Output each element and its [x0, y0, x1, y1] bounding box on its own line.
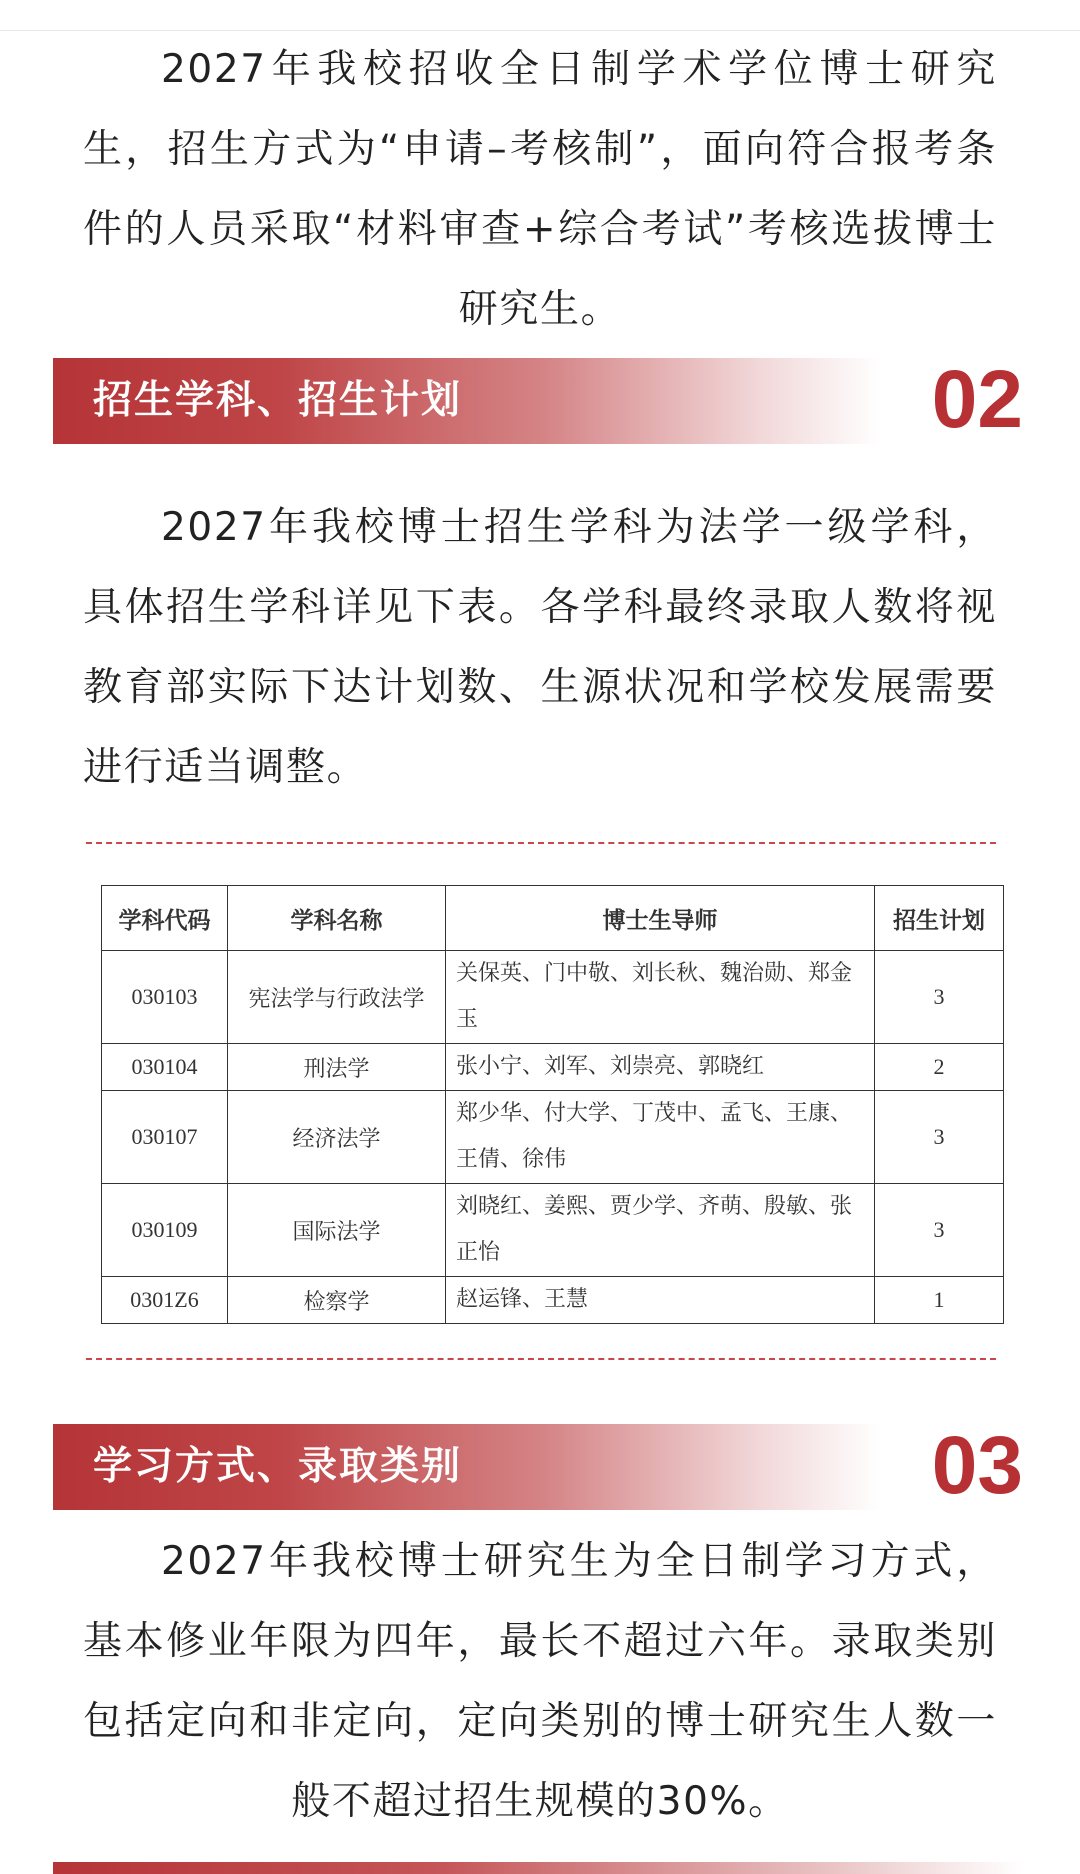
- cell-code: 0301Z6: [102, 1277, 228, 1324]
- table-header-row: [102, 886, 1004, 951]
- header-plan: 招生计划: [875, 886, 1004, 951]
- cell-name: 宪法学与行政法学: [228, 951, 446, 1044]
- enrollment-table: [101, 885, 1004, 1324]
- section-banner-enrollment-plan: [53, 354, 1023, 445]
- table-row: [102, 1044, 1004, 1091]
- cell-name: 检察学: [228, 1277, 446, 1324]
- cell-code: 030107: [102, 1091, 228, 1184]
- cell-advisors: 关保英、门中敬、刘长秋、魏治勋、郑金玉: [446, 951, 875, 1044]
- cell-advisors: 张小宁、刘军、刘崇亮、郭晓红: [446, 1044, 875, 1091]
- cell-code: 030103: [102, 951, 228, 1044]
- dashed-divider: [86, 1358, 996, 1360]
- cell-name: 刑法学: [228, 1044, 446, 1091]
- cell-advisors: 刘晓红、姜熙、贾少学、齐萌、殷敏、张正怡: [446, 1184, 875, 1277]
- section-title: 招生学科、招生计划: [93, 378, 463, 423]
- table-row: [102, 1277, 1004, 1324]
- cell-plan: 3: [875, 1184, 1004, 1277]
- cell-name: 经济法学: [228, 1091, 446, 1184]
- cell-plan: 1: [875, 1277, 1004, 1324]
- cell-advisors: 赵运锋、王慧: [446, 1277, 875, 1324]
- table-row: [102, 1091, 1004, 1184]
- cell-name: 国际法学: [228, 1184, 446, 1277]
- cell-code: 030109: [102, 1184, 228, 1277]
- dashed-divider: [86, 842, 996, 844]
- section-number: 03: [931, 1420, 1023, 1511]
- section-banner-study-mode: [53, 1420, 1023, 1511]
- section-title: 学习方式、录取类别: [93, 1444, 463, 1489]
- subjects-paragraph: 2027年我校博士招生学科为法学一级学科，具体招生学科详见下表。各学科最终录取人数将视教育部实际下达计划数、生源状况和学校发展需要进行适当调整。: [83, 505, 997, 790]
- header-advisors: 博士生导师: [446, 886, 875, 951]
- header-subject-name: 学科名称: [228, 886, 446, 951]
- cell-plan: 3: [875, 1091, 1004, 1184]
- table-row: [102, 1184, 1004, 1277]
- enrollment-table-container: [101, 885, 1004, 1324]
- intro-paragraph: 2027年我校招收全日制学术学位博士研究生，招生方式为“申请–考核制”，面向符合报考条件的人员采取“材料审查+综合考试”考核选拔博士研究生。: [83, 47, 997, 332]
- cell-plan: 3: [875, 951, 1004, 1044]
- next-section-banner-edge: [53, 1862, 1023, 1874]
- table-row: [102, 951, 1004, 1044]
- cell-plan: 2: [875, 1044, 1004, 1091]
- cell-advisors: 郑少华、付大学、丁茂中、孟飞、王康、王倩、徐伟: [446, 1091, 875, 1184]
- header-subject-code: 学科代码: [102, 886, 228, 951]
- study-mode-paragraph: 2027年我校博士研究生为全日制学习方式，基本修业年限为四年，最长不超过六年。录取类别包括定向和非定向，定向类别的博士研究生人数一般不超过招生规模的30%。: [83, 1539, 997, 1824]
- cell-code: 030104: [102, 1044, 228, 1091]
- section-number: 02: [931, 354, 1023, 445]
